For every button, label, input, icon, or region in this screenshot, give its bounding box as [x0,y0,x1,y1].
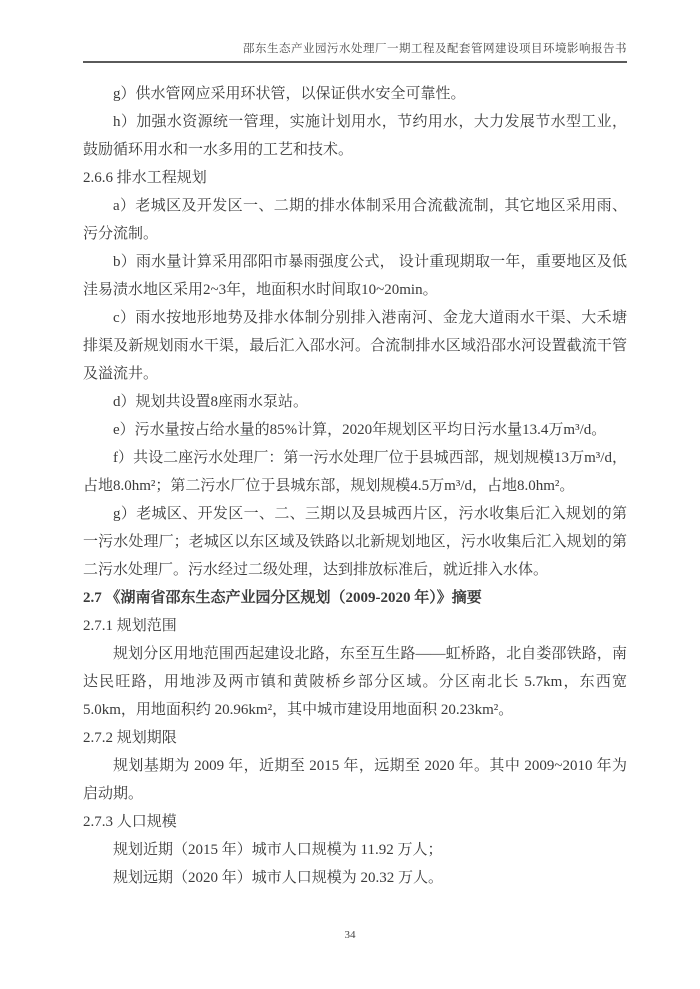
paragraph-h-water-management: h）加强水资源统一管理，实施计划用水，节约用水，大力发展节水型工业，鼓励循环用水和一水多用的工艺和技术。 [83,114,627,158]
paragraph-planning-period: 规划基期为 2009 年，近期至 2015 年，远期至 2020 年。其中 2009~2010 年为启动期。 [83,758,627,802]
paragraph-g-sewage-collection: g）老城区、开发区一、二、三期以及县城西片区，污水收集后汇入规划的第一污水处理厂；老城区以东区域及铁路以北新规划地区，污水收集后汇入规划的第二污水处理厂。污水经过二级处理，达到排放标准后，就近排入水体。 [83,506,627,578]
paragraph-e-sewage-volume: e）污水量按占给水量的85%计算，2020年规划区平均日污水量13.4万m³/d。 [113,422,607,438]
section-heading-2-7-1: 2.7.1 规划范围 [83,618,177,634]
page-header [83,40,627,63]
section-heading-2-7: 2.7 《湖南省邵东生态产业园分区规划（2009-2020 年）》摘要 [83,590,482,606]
section-heading-2-7-2: 2.7.2 规划期限 [83,730,177,746]
paragraph-d-pump-stations: d）规划共设置8座雨水泵站。 [113,394,309,410]
paragraph-f-treatment-plants: f）共设二座污水处理厂：第一污水处理厂位于县城西部，规划规模13万m³/d，占地8.0hm²；第二污水厂位于县城东部，规划规模4.5万m³/d，占地8.0hm²。 [83,450,627,494]
header-title: 邵东生态产业园污水处理厂一期工程及配套管网建设项目环境影响报告书 [243,43,627,55]
paragraph-a-drainage-system: a）老城区及开发区一、二期的排水体制采用合流截流制，其它地区采用雨、污分流制。 [83,198,627,242]
paragraph-c-rainwater-discharge: c）雨水按地形地势及排水体制分别排入港南河、金龙大道雨水干渠、大禾塘排渠及新规划雨水干渠，最后汇入邵水河。合流制排水区域沿邵水河设置截流干管及溢流井。 [83,310,627,382]
section-heading-2-6-6: 2.6.6 排水工程规划 [83,170,207,186]
paragraph-population-long-term: 规划远期（2020 年）城市人口规模为 20.32 万人。 [113,870,444,886]
page-number: 34 [344,929,356,941]
paragraph-g-water-supply: g）供水管网应采用环状管，以保证供水安全可靠性。 [113,86,466,102]
paragraph-planning-scope: 规划分区用地范围西起建设北路，东至互生路——虹桥路，北自娄邵铁路，南达民旺路，用地涉及两市镇和黄陂桥乡部分区域。分区南北长 5.7km，东西宽 5.0km，用地面积约 20.96km²，其中城市建设用地面积 20.23km²。 [83,646,627,718]
document-content [83,80,627,892]
section-heading-2-7-3: 2.7.3 人口规模 [83,814,177,830]
paragraph-population-near-term: 规划近期（2015 年）城市人口规模为 11.92 万人； [113,842,443,858]
paragraph-b-rainwater-formula: b）雨水量计算采用邵阳市暴雨强度公式， 设计重现期取一年，重要地区及低洼易渍水地区采用2~3年，地面积水时间取10~20min。 [83,254,627,298]
